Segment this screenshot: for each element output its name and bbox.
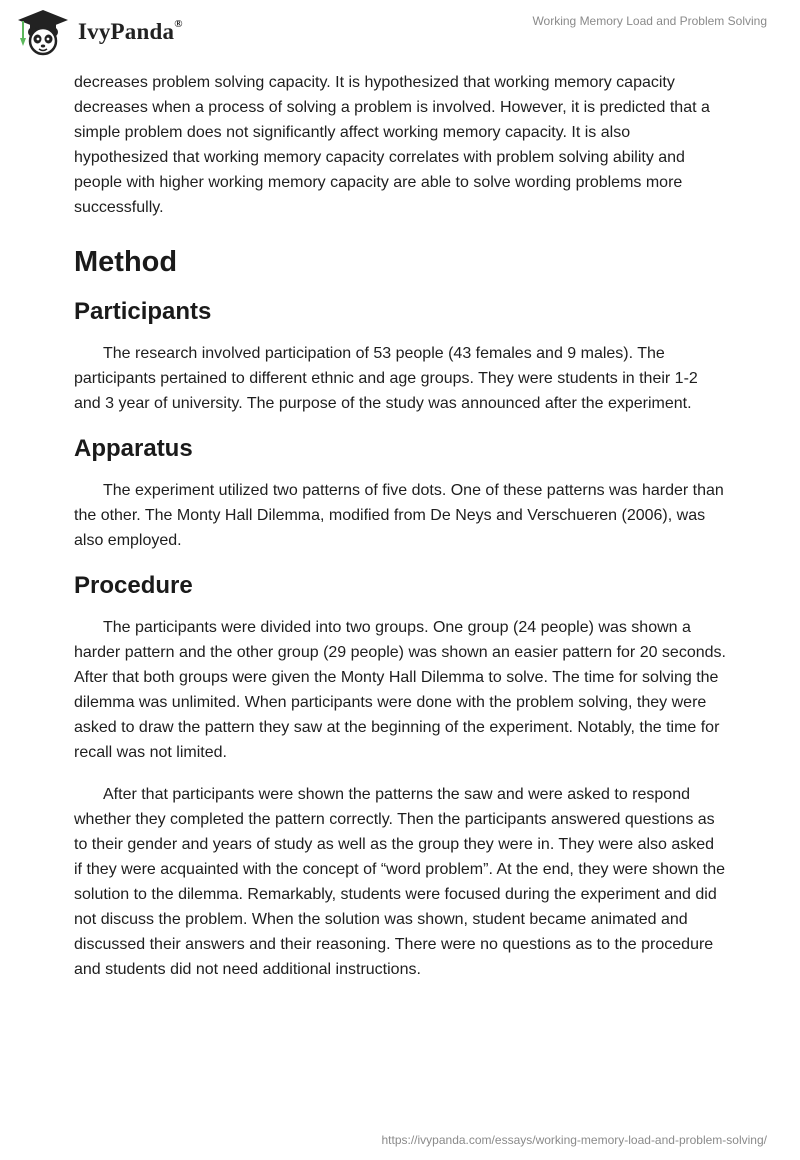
method-heading: Method <box>74 246 178 278</box>
page-header <box>0 0 800 66</box>
participants-paragraph: The research involved participation of 53 people (43 females and 9 males). The participants pertained to different ethnic and age groups. They were students in their 1-2 and 3 year of university. The purpose of the study was announced after the experiment. <box>74 345 698 412</box>
participants-heading: Participants <box>74 298 212 325</box>
procedure-paragraph-2: After that participants were shown the patterns the saw and were asked to respond whether they completed the pattern correctly. Then the participants answered questions as to their gender and years of study as well as the group they were in. They were also asked if they were acquainted with the concept of “word problem”. At the end, they were shown the solution to the dilemma. Remarkably, students were focused during the experiment and did not discuss the problem. When the solution was shown, student became animated and discussed their answers and their reasoning. There were no questions as to the procedure and students did not need additional instructions. <box>74 786 726 978</box>
brand-name[interactable]: IvyPanda® <box>78 18 183 44</box>
intro-paragraph: decreases problem solving capacity. It is hypothesized that working memory capacity decreases when a process of solving a problem is involved. However, it is predicted that a simple problem does not significantly affect working memory capacity. It is also hypothesized that working memory capacity correlates with problem solving ability and people with higher working memory capacity are able to solve wording problems more successfully. <box>74 74 710 216</box>
apparatus-heading: Apparatus <box>74 435 193 462</box>
document-title: Working Memory Load and Problem Solving <box>532 14 767 28</box>
source-url[interactable]: https://ivypanda.com/essays/working-memory-load-and-problem-solving/ <box>381 1133 767 1147</box>
ivypanda-logo-icon[interactable] <box>14 8 72 56</box>
essay-content <box>74 70 726 999</box>
procedure-paragraph-1: The participants were divided into two groups. One group (24 people) was shown a harder pattern and the other group (29 people) was shown an easier pattern for 20 seconds. After that both groups were given the Monty Hall Dilemma to solve. The time for solving the dilemma was unlimited. When participants were done with the problem solving, they were asked to draw the pattern they saw at the beginning of the experiment. Notably, the time for recall was not limited. <box>74 619 726 761</box>
procedure-heading: Procedure <box>74 572 193 599</box>
apparatus-paragraph: The experiment utilized two patterns of five dots. One of these patterns was harder than the other. The Monty Hall Dilemma, modified from De Neys and Verschueren (2006), was also employed. <box>74 482 724 549</box>
